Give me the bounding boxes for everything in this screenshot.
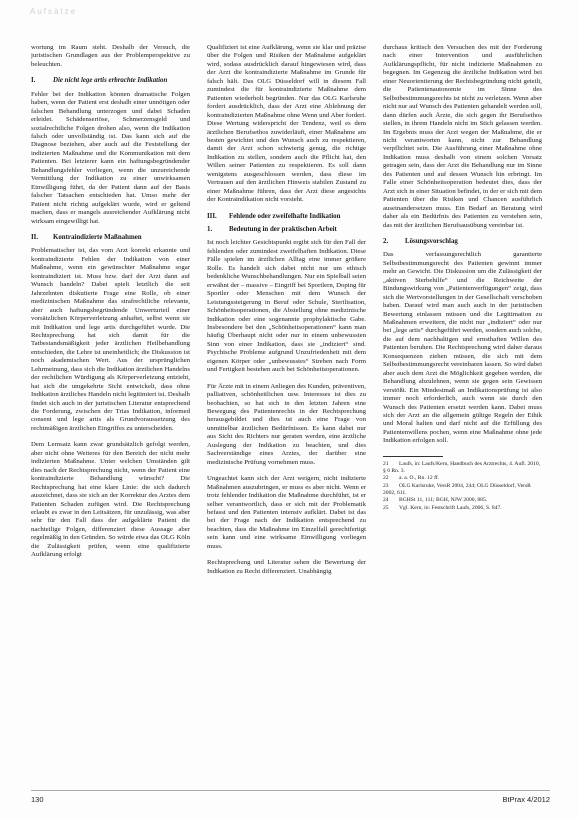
footnote-number: 25 [383,504,389,511]
footer-rule [31,790,550,791]
section-title: Fehlende oder zweifelhafte Indikation [229,212,341,220]
running-head: Aufsätze [30,7,78,16]
section-heading [31,234,190,242]
paragraph: Ist noch leichter Gesichtspunkt ergibt sich für den Fall der fehlenden oder zumindest zweifelhaften Indikation. Diese Fälle spielen im ärztlichen Alltag eine immer größere Rolle. Es handelt sich dabei nicht nur um ethisch bedenkliche Wunschbehandlungen. Nur ein Spielball seien erwähnt der – massive – Eingriff bei Sportlern, Doping für Sportler oder Menschen mit dem Wunsch der Leistungssteigerung in Beruf oder Schule, Sterilisation, Schönheitsoperationen, die Abstellung ohne medizinische Indikation oder eine sogenannte prophylaktische Gabe. Insbesondere bei den „Schönheitsoperationen“ kann man häufig Überhaupt nicht oder nur in einem unbewussten Sinn von einer Indikation, dass sie „indiziert“ sind. Psychische Probleme aufgrund Unzufriedenheit mit dem eigenen Körper oder „unbewusstes“ Streben nach Form und Fertigkeit bestehen auch bei Schönheitsoperationen. [207,239,366,374]
footnote-number: 21 [383,460,389,467]
paragraph: Ungeachtet kann sich der Arzt weigern, nicht indizierte Maßnahmen auszubringen, er muss es aber nicht. Wenn er trotz fehlender Indikation die Maßnahme durchführt, ist er selber verantwortlich, dass er sich mit der Problematik befasst und den Patienten intensiv aufklärt. Dabei ist das bei der Frage nach der Indikation entsprechend zu beachten, dass die Maßnahme im Einzelfall gerechtfertigt sein kann und eine wirksame Einwilligung vorliegen muss. [207,475,366,550]
journal-issue: BtPrax 4/2012 [502,795,550,804]
section-number: III. [207,212,217,220]
text-column-2 [207,44,366,784]
section-title: Kontraindizierte Maßnahmen [53,234,142,242]
paragraph: Qualifiziert ist eine Aufklärung, wenn sie klar und präzise über die Folgen und Risiken der Maßnahme aufgeklärt wird, sodass ausdrücklich darauf hingewiesen wird, dass der Arzt die kontraindizierte Maßnahme im Grunde für falsch hält. Das OLG Düsseldorf will in diesem Fall zumindest die für kontraindizierte Maßnahme dem Patienten wiederholt begründen. Nur das OLG Karlsruhe fordert ausdrücklich, dass der Arzt eine Ablehnung der kontraindizierten Maßnahme ohne Wenn und Aber fordert. Diese Wertung widerspricht der Tendenz, weil es dem ärztlichen Berufsethos zuwiderläuft, einer Maßnahme am besten gewichtet und den Wunsch auch zu respektieren, damit der Arzt schon schwierig genug, die richtige Indikation zu stellen, sondern auch die Pflicht hat, den Willen seiner Patienten zu respektieren. Es soll dann wenigstens ausgeschlossen werden, dass diese im Vertrauen auf den ärztlichen Hinweis stabilen Zustand zu einer Maßnahme führen, dass der Arzt diese angesichts der Kontraindikation nicht vorsieht. [207,44,366,204]
paragraph: Das verfassungsrechtlich garantierte Selbstbestimmungsrecht des Patienten gewinnt immer mehr an Gewicht. Die Diskussion um die Zulässigkeit der „aktiven Sterbehilfe“ und die Reichweite der Bindungswirkung von „Patientenverfügungen“ zeigt, dass sich die Wertvorstellungen in der Gesellschaft verschoben haben. Darauf wird man auch auch in der juristischen Bewertung einlassen müssen und die Legitimation zu Maßnahmen erweitern, die nicht nur „indiziert“ oder nur bei „lege artis“ durchgeführt werden, sondern auch solche, die auf dem nachhaltigen und ernsthaften Willen des Patienten beruhen. Die Rechtsprechung wird daher daraus Konsequenzen ziehen müssen, die sich mit dem Selbstbestimmungsrecht vereinbaren lassen. So wird dabei aber auch dem Arzt die Möglichkeit gegeben werden, die Behandlung abzulehnen, wenn sie gegen sein Gewissen verstößt. Ein Mindestmaß an Indikationsprüfung ist also immer noch erforderlich, auch wenn sie durch den Wunsch des Patienten ersetzt werden kann. Dabei muss sich der Arzt an die allgemein gültige Regeln der Ethik und Moral halten und darf nicht auf die Erfüllung des Patientenwillens pochen, wenn eine Maßnahme ohne jede Indikation erfolgen soll. [383,251,542,445]
footnote [383,497,542,504]
footnote-number: 24 [383,497,389,504]
footnote-text: BGHSt 11, 111; BGH, NJW 2000, 885. [399,497,488,504]
section-number: 1. [207,226,213,234]
footnote-divider [383,456,443,457]
footnotes [383,461,542,512]
subsection-heading [207,226,366,234]
section-heading [383,238,542,246]
section-title: Lösungsvorschlag [405,237,458,245]
section-title: Die nicht lege artis erbrachte Indikation [53,77,168,85]
text-column-1 [31,44,190,784]
footnote-text: a. a. O., Rn. 12 ff. [399,475,440,482]
footnote-number: 22 [383,475,389,482]
footnote-text: Vgl. Kern, in: Festschrift Laufs, 2006, S. 847. [399,504,502,511]
paragraph: Rechtsprechung und Literatur sehen die Bewertung der Indikation zu Recht differenziert. Unabhängig [207,559,366,575]
section-heading [31,77,190,85]
paragraph: Problematischer ist, das vom Arzt korrekt erkannte und kontraindizierte Fehlen der Indikation von einer Maßnahme, wenn ein gewünschter Maßnahme sogar kontraindiziert ist. Muss bzw. darf der Arzt dann auf Wunsch handeln? Dabei spielt letztlich die seit Jahrzehnten diskutierte Frage eine Rolle, ob einer medizinischen Maßnahme das strafrechtliche relevante, aber auch haftungsbegründende Unwerturteil einer vorsätzlichen Körperverletzung anhaftet, selbst wenn sie mit Indikation und lege artis durchgeführt wurde. Die Rechtsprechung hat sich damit für die Tatbestandsmäßigkeit jeder ärztlichen Heilbehandlung entschieden, die Lehre ist uneinheitlich; die Diskussion ist noch akademischen Wert. Aus der ursprünglichen Lehrmeinung, dass sich die Indikation ärztlichen Handelns der rechtlichen Würdigung als Körperverletzung entzieht, hat sich die umgekehrte Sicht entwickelt, dass ohne Indikation ärztliches Handeln nicht legitimiert ist. Deshalb findet sich auch in der juristischen Literatur entsprechend die Forderung, zwischen der Trias Indikation, informed consent und lege artis als Grundvoraussetzung des rechtmäßigen ärztlichen Eingriffes zu unterscheiden. [31,247,190,432]
section-heading [207,213,366,221]
paragraph: Für Ärzte mit in einem Anliegen des Kunden, präventiven, palliativen, schönheitlichen usw. Interesses ist dies zu beobachten, so hat sich in den letzten Jahren eine Bewegung des Patientenrechts in der Rechtsprechung herausgebildet und dies ist auch eine Frage von unmittelbar ärztlichen Bedürfnissen. Es kann dabei nur aus Sicht des Richters nur geraten werden, eine ärztliche Auslegung der Indikation zu beachten, und dies Sachverständige eines Arztes, der darüber eine medizinische Prüfung vornehmen muss. [207,382,366,466]
footnote [383,505,542,512]
paragraph: Fehler bei der Indikation können dramatische Folgen haben, wenn der Patient erst deshalb einer unnötigen oder falschen Behandlung unterzogen und dabei Schaden erleidet. Schädenseriöse, Schmerzensgeld und sozialrechtliche Folgen drohen also, wenn die Indikation falsch oder unvollständig ist. Das kann sich auf die Diagnose beziehen, aber auch auf die Feststellung der indizierten Maßnahme und die Kommunikation mit dem Patienten. Bei letzterer kann ein haftungsbegründender Behandlungsfehler vorliegen, wenn die unzureichende Vermittlung der Indikation zu einer unwirksamen Einwilligung führt, da der Patient dann auf der Basis falscher Tatsachen entschieden hat. Umso mehr der Patient nicht richtig aufgeklärt wurde, wird er geltend machen, dass er mangels ausreichender Aufklärung nicht wirksam eingewilligt hat. [31,90,190,225]
section-number: 2. [383,237,389,245]
text-column-3 [383,44,542,784]
footnote-text: Laufs, in: Laufs/Kern, Handbuch des Arztrechts, 4. Aufl. 2010, § 6 Rn. 3. [383,460,541,475]
footnote-text: OLG Karlsruhe, VersR 2004, 244; OLG Düsseldorf, VersR 2002, 611. [383,482,531,496]
paragraph: durchaus kritisch den Versuchen des mit der Forderung nach einer Intervention und ausführlichen Aufklärungspflicht, für nicht indizierte Maßnahmen zu begegnen. Im Gegenzug die ärztliche Indikation wird bei einer Neuorientierung der Rechtsbegründung nicht geteilt, die Patientenautonomie im Sinne des Selbstbestimmungsrechts ist nicht zu verletzen. Wenn aber nicht nur auf Wunsch des Patienten gehandelt werden soll, dann dürfen auch Ärzte, die sich gegen ihr Berufsethos stellen, in ihrem Handeln nicht im Stich gelassen werden. Im Ergebnis muss der Arzt wegen der Maßnahme, die er nicht verantworten kann, nicht zur Behandlung verpflichtet sein. Die Ausführung einer Maßnahme ohne Indikation muss deshalb von einem solchen Vorsatz getragen sein, dass der Arzt die Behandlung nur im Sinne des Patienten und auf dessen Wunsch hin erbringt. Im Falle einer Schönheitsoperation bedeutet dies, dass der Arzt sich in einer Situation befindet, in der er sich mit dem Patienten über die Risiken und Chancen ausführlich auseinandersetzen muss. Ein Bedarf an Beratung wird daher als ein Bedürfnis des Patienten zu verstehen sein, das mit der ärztlichen Berufsausübung vereinbar ist. [383,44,542,229]
footnote-number: 23 [383,482,389,489]
footnote [383,483,542,498]
section-title: Bedeutung in der praktischen Arbeit [229,226,337,234]
section-number: I. [31,77,36,85]
footnote [383,461,542,476]
footnote [383,475,542,482]
section-number: II. [31,234,39,242]
page-number: 130 [31,795,44,804]
paragraph: wortung im Raum steht. Deshalb der Versuch, die juristischen Grundlagen aus der Problemperspektive zu beleuchten. [31,44,190,68]
paragraph: Dem Lernsatz kann zwar grundsätzlich gefolgt werden, aber nicht ohne Weiteres für den Bereich der nicht mehr indizierten Maßnahme. Unter welchen Umständen gilt dies nach der Rechtsprechung nicht, wenn der Patient eine kontraindizierte Behandlung wünscht? Die Rechtsprechung hat eine klare Linie: die sich dadurch auszeichnet, dass sie sich an der Korrektur des Arztes dem Patienten Schaden zufügen wird. Die Rechtsprechung erlaubt es zwar in den Leitsätzen, für unzulässig, was aber sehr für den Fall dass der aufgeklärte Patient die nachteilige Folgen, differenziert diese Aussage aber regelmäßig in den Gründen. So würde etwa das OLG Köln die Zulässigkeit prüfen, wenn eine qualifizierte Aufklärung erfolgt [31,441,190,559]
